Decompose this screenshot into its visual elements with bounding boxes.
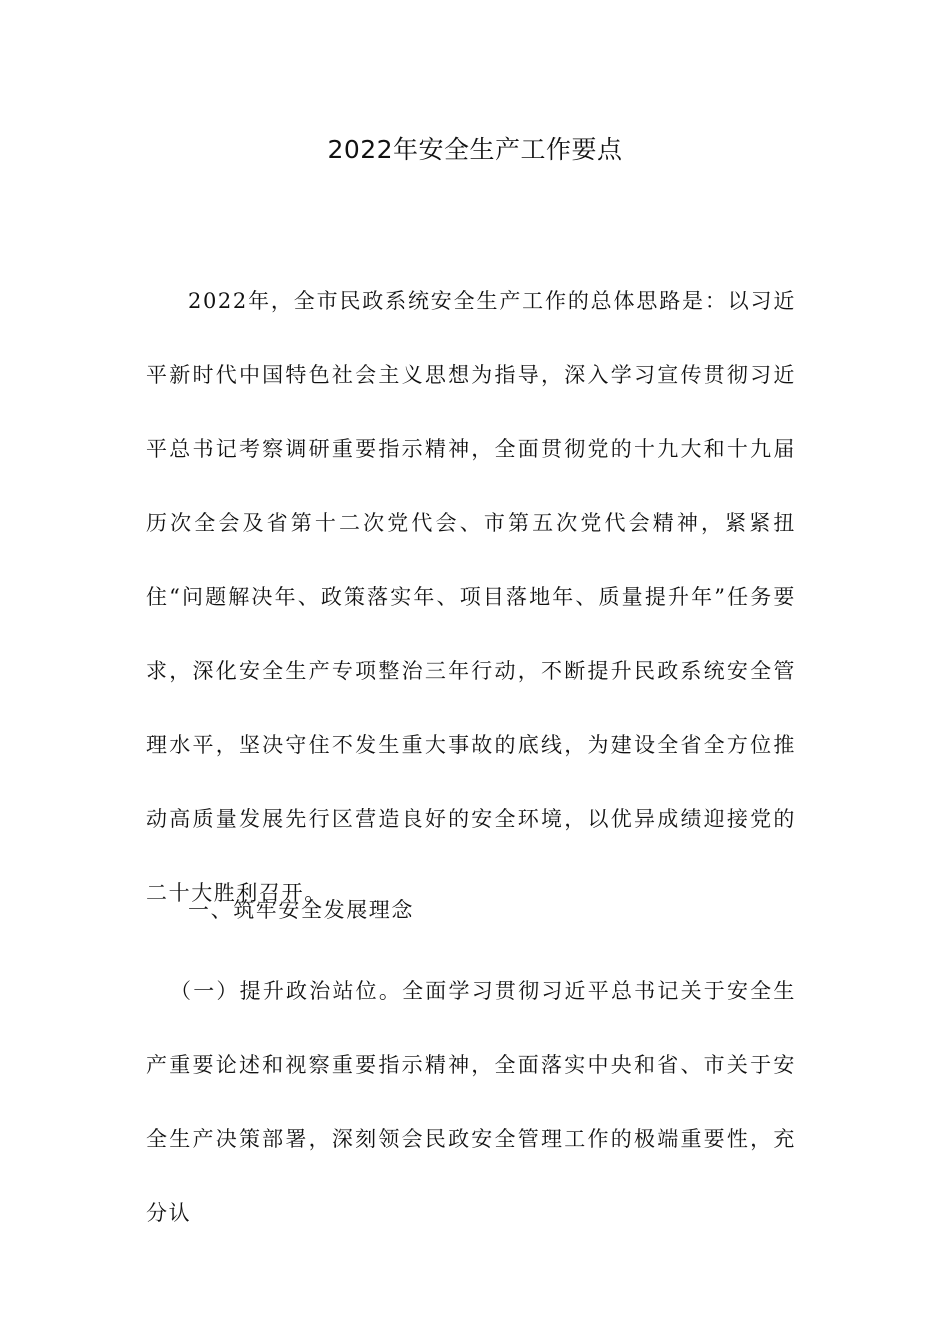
paragraph-overall-thinking: 2022年，全市民政系统安全生产工作的总体思路是：以习近平新时代中国特色社会主义思想为指导，深入学习宣传贯彻习近平总书记考察调研重要指示精神，全面贯彻党的十九大和十九届历次全会及省第十二次党代会、市第五次党代会精神，紧紧扭住“问题解决年、政策落实年、项目落地年、质量提升年”任务要求，深化安全生产专项整治三年行动，不断提升民政系统安全管理水平，坚决守住不发生重大事故的底线，为建设全省全方位推动高质量发展先行区营造良好的安全环境，以优异成绩迎接党的二十大胜利召开。: [146, 289, 796, 905]
document-title: 2022年安全生产工作要点: [327, 135, 623, 164]
section-heading-1: 一、筑牢安全发展理念: [188, 898, 414, 922]
paragraph-political-stance: （一）提升政治站位。全面学习贯彻习近平总书记关于安全生产重要论述和视察重要指示精神，全面落实中央和省、市关于安全生产决策部署，深刻领会民政安全管理工作的极端重要性，充分认: [146, 979, 796, 1225]
